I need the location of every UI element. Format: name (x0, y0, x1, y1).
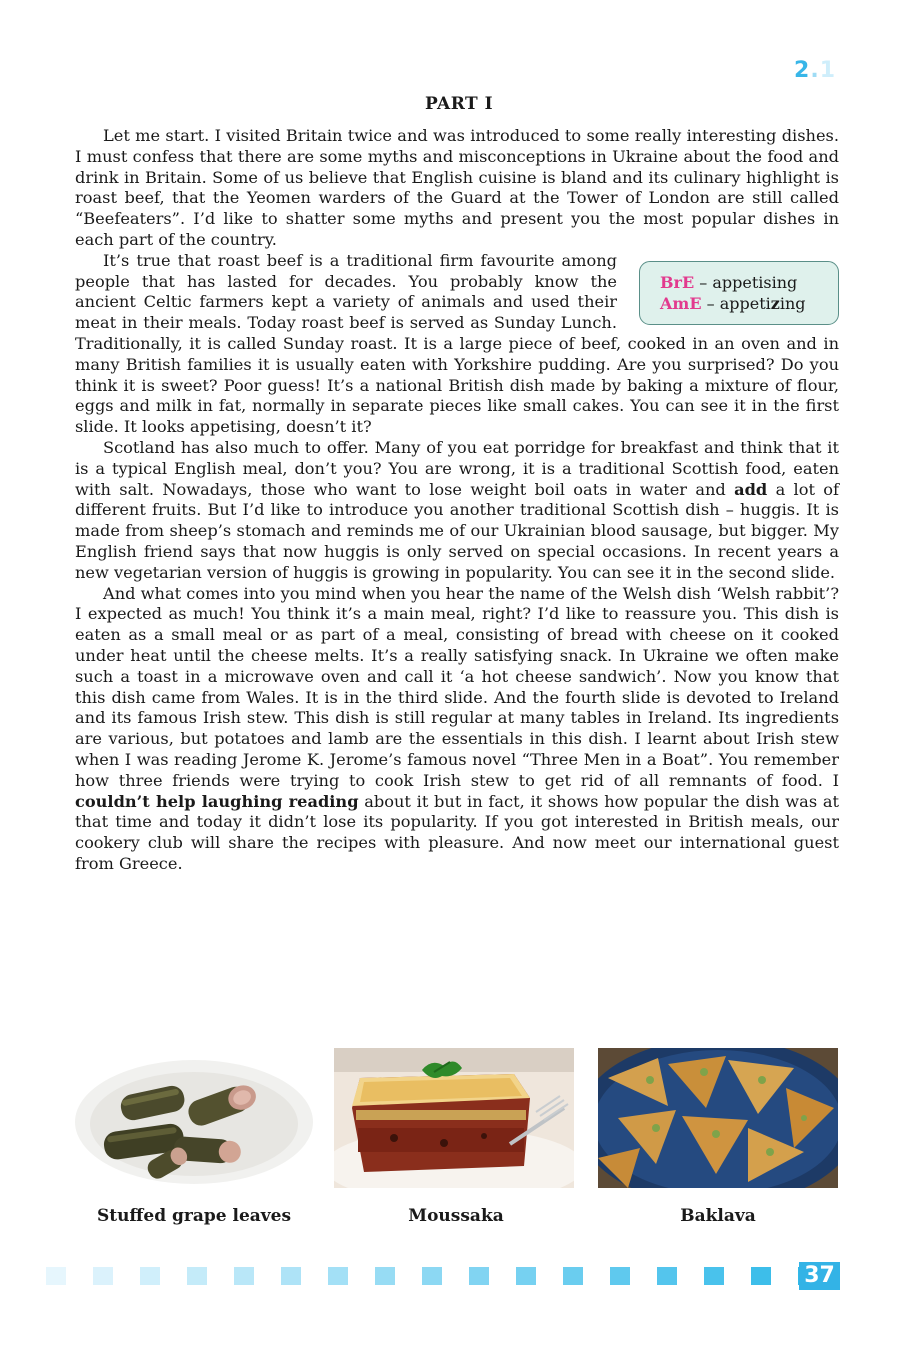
page-number: 37 (799, 1262, 840, 1290)
article-text (75, 126, 839, 875)
ame-word-start: – appeti (706, 293, 771, 313)
footer-square (563, 1267, 583, 1285)
paragraph-2-text: It’s true that roast beef is a traditional firm favourite among people that has lasted for decades. You probably know the ancient Celtic farmers kept a variety of animals and used their meat in their meals. Today roast beef is served as Sunday Lunch. Traditionally, it is called Sunday roast. It is a large piece of beef, cooked in an oven and in many British families it is usually eaten with Yorkshire pudding. Are you surprised? Do you think it is sweet? Poor guess! It’s a national British dish made by baking a mixture of flour, eggs and milk in fat, normally in separate pieces like small cakes. You can see it in the first slide. It looks appetising, doesn’t it? (75, 250, 839, 437)
footer-square (704, 1267, 724, 1285)
bre-word: – appetising (699, 272, 798, 292)
section-major: 2 (794, 58, 811, 83)
photo-stuffed-grape-leaves (74, 1048, 314, 1188)
paragraph-3-end: a lot of different fruits. But I’d like to introduce you another traditional Scottish dish – huggis. It is made from sheep’s stomach and reminds me of our Ukrainian blood sausage, but bigger. My English friend says that now huggis is only served on special occasions. In recent years a new vegetarian version of huggis is growing in popularity. You can see it in the second slide. (75, 479, 839, 582)
bre-label: BrE (660, 272, 695, 292)
footer-decorative-bar (0, 1264, 918, 1288)
footer-square (187, 1267, 207, 1285)
section-separator: . (810, 58, 820, 83)
ame-word-end: ing (779, 293, 806, 313)
section-number (794, 58, 836, 83)
footer-square (281, 1267, 301, 1285)
footer-square (375, 1267, 395, 1285)
footer-square (140, 1267, 160, 1285)
paragraph-2 (75, 251, 839, 438)
footer-square (234, 1267, 254, 1285)
footer-square (516, 1267, 536, 1285)
photo-moussaka (334, 1048, 574, 1188)
photo-baklava (598, 1048, 838, 1188)
footer-square (657, 1267, 677, 1285)
paragraph-1: Let me start. I visited Britain twice and was introduced to some really interesting dishes. I must confess that there are some myths and misconceptions in Ukraine about the food and drink in Britain. Some of us believe that English cuisine is bland and its culinary highlight is roast beef, that the Yeomen warders of the Guard at the Tower of London are still called “Beefeaters”. I’d like to shatter some myths and present you the most popular dishes in each part of the country. (75, 126, 839, 249)
footer-square (422, 1267, 442, 1285)
paragraph-4-end: about it but in fact, it shows how popular the dish was at that time and today it didn’t lose its popularity. If you got interested in British meals, our cookery club will share the recipes with pleasure. And now meet our international guest from Greece. (75, 791, 839, 873)
section-minor: 1 (819, 58, 836, 83)
ame-label: AmE (660, 293, 702, 313)
paragraph-3 (75, 438, 839, 584)
paragraph-3-start: Scotland has also much to offer. Many of you eat porridge for breakfast and think that it is a typical English meal, don’t you? You are wrong, it is a traditional Scottish food, eaten with salt. Nowadays, those who want to lose weight boil oats in water and (75, 437, 839, 499)
caption-stuffed-grape-leaves: Stuffed grape leaves (96, 1206, 292, 1226)
footer-square (751, 1267, 771, 1285)
footer-square (469, 1267, 489, 1285)
paragraph-4 (75, 584, 839, 875)
footer-square (46, 1267, 66, 1285)
footer-square (93, 1267, 113, 1285)
footer-square (328, 1267, 348, 1285)
bold-phrase: couldn’t help laughing reading (75, 791, 359, 811)
footer-square (610, 1267, 630, 1285)
part-title: PART I (424, 94, 494, 114)
paragraph-4-start: And what comes into you mind when you hear the name of the Welsh dish ‘Welsh rabbit’? I expected as much! You think it’s a main meal, right? I’d like to reassure you. This dish is eaten as a small meal or as part of a meal, consisting of bread with cheese on it cooked under heat until the cheese melts. It’s a really satisfying snack. In Ukraine we often make such a toast in a microwave oven and call it ‘a hot cheese sandwich’. Now you know that this dish came from Wales. It is in the third slide. And the fourth slide is devoted to Ireland and its famous Irish stew. This dish is still regular at many tables in Ireland. Its ingredients are various, but potatoes and lamb are the essentials in this dish. I learnt about Irish stew when I was reading Jerome K. Jerome’s famous novel “Three Men in a Boat”. You remember how three friends were trying to cook Irish stew to get rid of all remnants of food. I (75, 583, 839, 790)
spelling-note-box (639, 261, 839, 325)
caption-baklava: Baklava (680, 1206, 756, 1226)
ame-word-z: z (770, 293, 780, 313)
caption-moussaka: Moussaka (408, 1206, 504, 1226)
bold-word-add: add (734, 479, 768, 499)
